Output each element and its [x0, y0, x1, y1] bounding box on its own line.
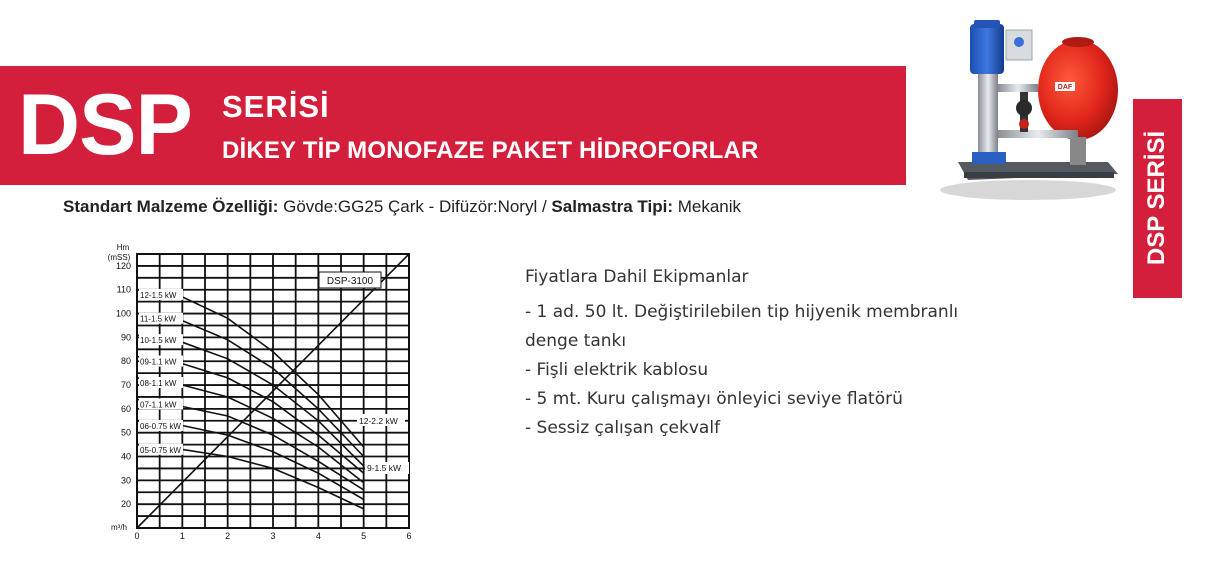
seal-label: Salmastra Tipi:: [551, 197, 673, 216]
curve-label: 12-1.5 kW: [140, 290, 177, 300]
brand-logo-text: DAF: [1057, 84, 1073, 91]
y-tick-label: 120: [115, 260, 131, 271]
chart-title: DSP-3100: [326, 276, 374, 287]
curve-label: 07-1.1 kW: [140, 400, 177, 410]
equipment-item: denge tankı: [525, 331, 627, 351]
curve-label: 08-1.1 kW: [140, 379, 177, 389]
y-tick-label: 20: [120, 499, 131, 510]
product-image: [928, 12, 1124, 208]
series-label: SERİSİ: [222, 89, 330, 124]
equipment-title: Fiyatlara Dahil Ekipmanlar: [525, 267, 749, 287]
x-tick-label: 0: [134, 531, 140, 541]
curve-label: 05-0.75 kW: [140, 445, 181, 455]
material-label: Standart Malzeme Özelliği:: [63, 197, 279, 216]
y-axis-unit: (mSS): [107, 253, 131, 262]
y-tick-label: 100: [115, 308, 131, 319]
seal-value: Mekanik: [673, 197, 742, 216]
x-tick-label: 1: [179, 531, 185, 541]
series-name: DSP: [18, 77, 192, 173]
x-tick-label: 3: [270, 531, 276, 541]
material-value: Gövde:GG25 Çark - Difüzör:Noryl /: [278, 197, 552, 216]
equipment-item: - 1 ad. 50 lt. Değiştirilebilen tip hijyenik membranlı: [525, 302, 959, 322]
y-tick-label: 110: [116, 284, 131, 295]
y-tick-label: 60: [120, 403, 131, 414]
equipment-item: - Sessiz çalışan çekvalf: [525, 418, 721, 438]
y-tick-label: 90: [120, 332, 131, 343]
curve-label: 11-1.5 kW: [140, 314, 176, 324]
y-tick-label: 40: [120, 451, 131, 462]
y-axis-label: Hm: [116, 243, 130, 252]
x-axis-label: m³/h: [111, 523, 127, 532]
pump-curve-chart: [95, 238, 425, 543]
curve-label: 10-1.5 kW: [140, 336, 177, 346]
x-tick-label: 6: [406, 531, 412, 541]
side-series-tab-label: DSP SERİSİ: [1143, 130, 1170, 266]
x-tick-label: 2: [225, 531, 231, 541]
x-tick-label: 4: [315, 531, 321, 541]
y-tick-label: 50: [120, 427, 131, 438]
chart-annotation: 12-2.2 kW: [359, 416, 398, 426]
y-tick-label: 30: [120, 475, 131, 486]
included-equipment: [525, 263, 1005, 443]
material-spec-line: [63, 196, 741, 218]
equipment-item: - 5 mt. Kuru çalışmayı önleyici seviye flatörü: [525, 389, 903, 409]
y-tick-label: 70: [120, 380, 131, 391]
curve-label: 06-0.75 kW: [140, 421, 181, 431]
product-subtitle: DİKEY TİP MONOFAZE PAKET HİDROFORLAR: [222, 137, 759, 164]
chart-annotation: 9-1.5 kW: [367, 463, 402, 473]
curve-label: 09-1.1 kW: [140, 357, 177, 367]
equipment-item: - Fişli elektrik kablosu: [525, 360, 709, 380]
y-tick-label: 80: [120, 356, 131, 367]
x-tick-label: 5: [361, 531, 367, 541]
